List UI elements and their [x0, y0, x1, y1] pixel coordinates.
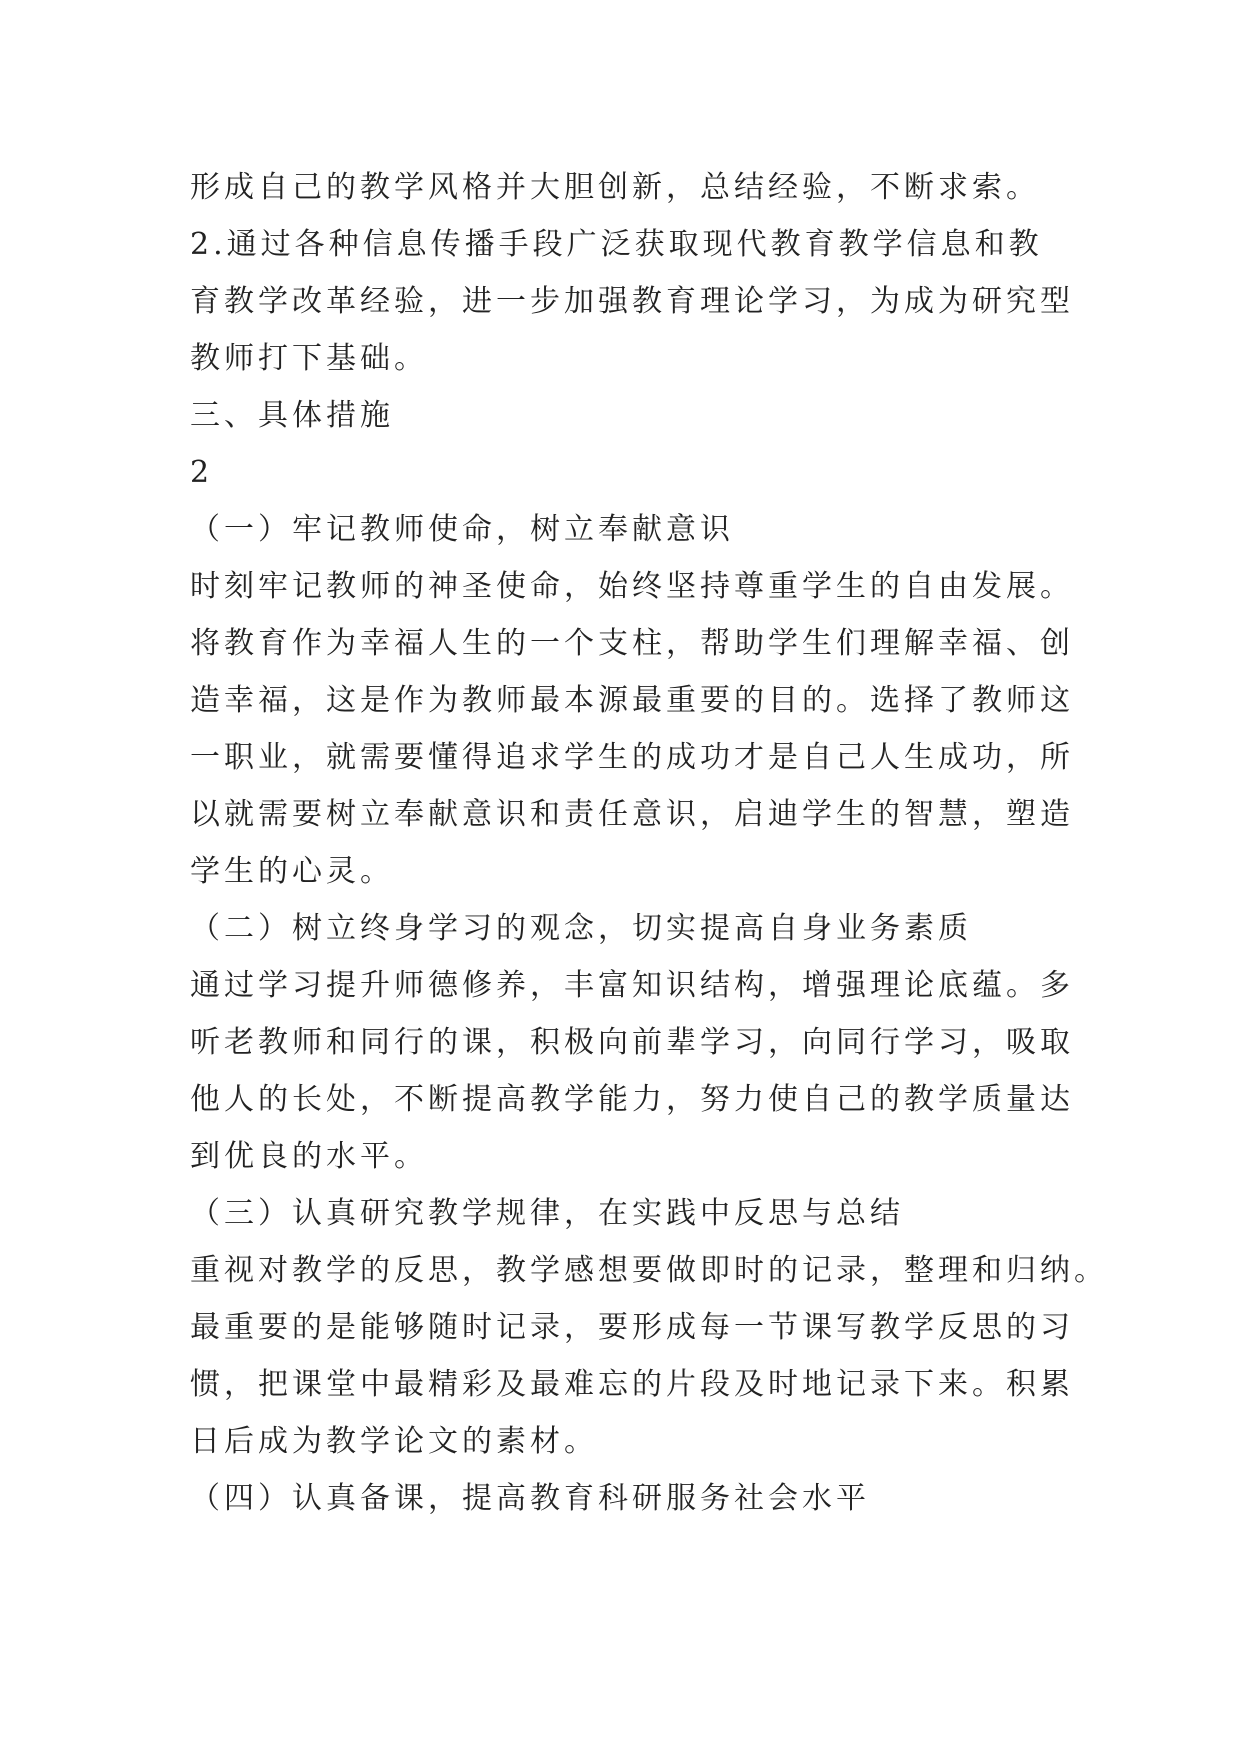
- section-heading: 三、具体措施: [190, 398, 394, 433]
- body-text-line: 到优良的水平。: [190, 1139, 428, 1174]
- list-item-2: 2.通过各种信息传播手段广泛获取现代教育教学信息和教: [190, 227, 1043, 262]
- subsection-heading-3: （三）认真研究教学规律，在实践中反思与总结: [190, 1196, 904, 1231]
- body-text-line: 学生的心灵。: [190, 854, 394, 889]
- body-text-line: 一职业，就需要懂得追求学生的成功才是自己人生成功，所: [190, 740, 1074, 775]
- body-text-line: 育教学改革经验，进一步加强教育理论学习，为成为研究型: [190, 284, 1074, 319]
- subsection-heading-4: （四）认真备课，提高教育科研服务社会水平: [190, 1481, 870, 1516]
- body-text-line: 重视对教学的反思，教学感想要做即时的记录，整理和归纳。: [190, 1253, 1108, 1288]
- body-text-line: 惯，把课堂中最精彩及最难忘的片段及时地记录下来。积累: [190, 1367, 1074, 1402]
- body-text-line: 以就需要树立奉献意识和责任意识，启迪学生的智慧，塑造: [190, 797, 1074, 832]
- body-text-line: 教师打下基础。: [190, 341, 428, 376]
- subsection-heading-2: （二）树立终身学习的观念，切实提高自身业务素质: [190, 911, 972, 946]
- body-text-line: 听老教师和同行的课，积极向前辈学习，向同行学习，吸取: [190, 1025, 1074, 1060]
- body-text-line: 最重要的是能够随时记录，要形成每一节课写教学反思的习: [190, 1310, 1074, 1345]
- body-text-line: 他人的长处，不断提高教学能力，努力使自己的教学质量达: [190, 1082, 1074, 1117]
- subsection-heading-1: （一）牢记教师使命，树立奉献意识: [190, 512, 734, 547]
- body-text-line: 造幸福，这是作为教师最本源最重要的目的。选择了教师这: [190, 683, 1074, 718]
- body-text-line: 形成自己的教学风格并大胆创新，总结经验，不断求索。: [190, 170, 1040, 205]
- body-text-line: 时刻牢记教师的神圣使命，始终坚持尊重学生的自由发展。: [190, 569, 1074, 604]
- page-number: 2: [190, 455, 210, 490]
- body-text-line: 通过学习提升师德修养，丰富知识结构，增强理论底蕴。多: [190, 968, 1074, 1003]
- body-text-line: 日后成为教学论文的素材。: [190, 1424, 598, 1459]
- body-text-line: 将教育作为幸福人生的一个支柱，帮助学生们理解幸福、创: [190, 626, 1074, 661]
